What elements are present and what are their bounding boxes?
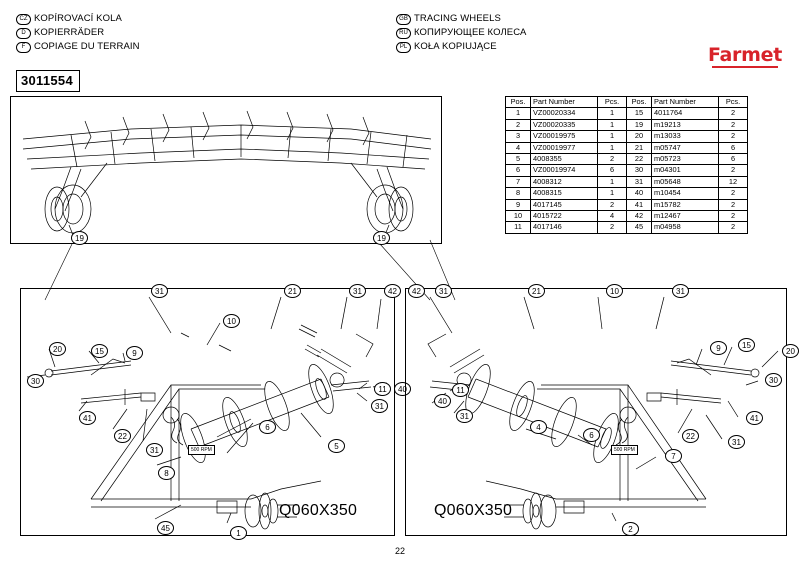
table-cell: 19 — [627, 119, 652, 130]
callout-10: 10 — [606, 284, 623, 298]
table-cell: 2 — [719, 199, 748, 210]
table-cell: 4008312 — [531, 176, 598, 187]
table-cell: 4017145 — [531, 199, 598, 210]
right-speed-label: 500 RPM — [611, 445, 638, 455]
col-partnumber-2: Part Number — [652, 97, 719, 108]
title-text-gb: TRACING WHEELS — [414, 13, 501, 24]
table-cell: m05723 — [652, 154, 719, 165]
table-cell: 1 — [598, 188, 627, 199]
table-cell: 1 — [598, 142, 627, 153]
table-cell: 2 — [598, 222, 627, 233]
callout-31: 31 — [146, 443, 163, 457]
col-partnumber-1: Part Number — [531, 97, 598, 108]
table-cell: 2 — [719, 211, 748, 222]
callout-22: 22 — [114, 429, 131, 443]
title-text-de: KOPIERRÄDER — [34, 27, 105, 38]
callout-41: 41 — [746, 411, 763, 425]
table-cell: 11 — [506, 222, 531, 233]
callout-5: 5 — [328, 439, 345, 453]
table-cell: 1 — [598, 119, 627, 130]
table-cell: 22 — [627, 154, 652, 165]
table-cell: 2 — [719, 131, 748, 142]
table-cell: 2 — [719, 119, 748, 130]
lang-code-cz: CZ — [16, 14, 31, 25]
lang-code-gb: GB — [396, 14, 411, 25]
callout-31: 31 — [151, 284, 168, 298]
table-cell: 5 — [506, 154, 531, 165]
table-cell: 31 — [627, 176, 652, 187]
table-cell: 4008355 — [531, 154, 598, 165]
table-cell: 4017146 — [531, 222, 598, 233]
table-cell: 3 — [506, 131, 531, 142]
table-cell: 42 — [627, 211, 652, 222]
table-cell: 1 — [598, 108, 627, 119]
callout-45: 45 — [157, 521, 174, 535]
callout-9: 9 — [710, 341, 727, 355]
table-cell: m04301 — [652, 165, 719, 176]
right-detail-frame — [405, 287, 795, 536]
table-cell: 1 — [598, 176, 627, 187]
lang-code-pl: PL — [396, 42, 411, 53]
table-cell: m05747 — [652, 142, 719, 153]
table-cell: m15782 — [652, 199, 719, 210]
table-cell: 15 — [627, 108, 652, 119]
callout-20: 20 — [782, 344, 799, 358]
callout-6: 6 — [583, 428, 600, 442]
table-cell: 4 — [506, 142, 531, 153]
table-cell: 20 — [627, 131, 652, 142]
callout-1: 1 — [230, 526, 247, 540]
callout-21: 21 — [528, 284, 545, 298]
table-cell: 6 — [719, 154, 748, 165]
lang-code-ru: RU — [396, 28, 411, 39]
table-cell: 8 — [506, 188, 531, 199]
callout-31: 31 — [349, 284, 366, 298]
table-cell: m04958 — [652, 222, 719, 233]
left-size-label: Q060X350 — [279, 502, 358, 519]
table-cell: 2 — [598, 199, 627, 210]
table-cell: 2 — [719, 222, 748, 233]
callout-8: 8 — [158, 466, 175, 480]
table-cell: VZ00019975 — [531, 131, 598, 142]
callout-31: 31 — [456, 409, 473, 423]
title-text-cz: KOPÍROVACÍ KOLA — [34, 13, 122, 24]
brand-logo-text: Farmet — [707, 44, 782, 66]
callout-30: 30 — [27, 374, 44, 388]
table-cell: 2 — [719, 188, 748, 199]
callout-41: 41 — [79, 411, 96, 425]
callout-42: 42 — [408, 284, 425, 298]
table-cell: 6 — [598, 165, 627, 176]
table-cell: 2 — [719, 165, 748, 176]
callout-19-left: 19 — [71, 231, 88, 245]
col-pcs-1: Pcs. — [598, 97, 627, 108]
lang-code-de: D — [16, 28, 31, 39]
table-cell: VZ00020334 — [531, 108, 598, 119]
table-cell: 41 — [627, 199, 652, 210]
table-cell: 4015722 — [531, 211, 598, 222]
table-cell: 7 — [506, 176, 531, 187]
title-text-pl: KOŁA KOPIUJĄCE — [414, 41, 497, 52]
callout-4: 4 — [530, 420, 547, 434]
callout-22: 22 — [682, 429, 699, 443]
table-cell: VZ00019977 — [531, 142, 598, 153]
callout-31: 31 — [672, 284, 689, 298]
table-cell: 10 — [506, 211, 531, 222]
table-cell: 21 — [627, 142, 652, 153]
callout-11: 11 — [374, 382, 391, 396]
callout-20: 20 — [49, 342, 66, 356]
table-cell: 4011764 — [652, 108, 719, 119]
title-text-ru: КОПИРУЮЩЕЕ КОЛЕСА — [414, 27, 527, 38]
table-cell: VZ00019974 — [531, 165, 598, 176]
table-cell: m05648 — [652, 176, 719, 187]
callout-31: 31 — [435, 284, 452, 298]
table-cell: m10454 — [652, 188, 719, 199]
callout-19-right: 19 — [373, 231, 390, 245]
left-detail-frame — [20, 287, 407, 538]
callout-31: 31 — [728, 435, 745, 449]
callout-42: 42 — [384, 284, 401, 298]
table-cell: 4 — [598, 211, 627, 222]
callout-15: 15 — [738, 338, 755, 352]
table-cell: 6 — [506, 165, 531, 176]
table-cell: 45 — [627, 222, 652, 233]
left-assembly-drawing — [21, 289, 396, 537]
table-cell: 9 — [506, 199, 531, 210]
table-cell: 2 — [719, 108, 748, 119]
lang-code-fr: F — [16, 42, 31, 53]
callout-21: 21 — [284, 284, 301, 298]
col-pcs-2: Pcs. — [719, 97, 748, 108]
document-part-number: 3011554 — [16, 70, 80, 92]
table-cell: 2 — [598, 154, 627, 165]
table-cell: 6 — [719, 142, 748, 153]
callout-7: 7 — [665, 449, 682, 463]
right-size-label: Q060X350 — [434, 502, 513, 519]
table-cell: m19213 — [652, 119, 719, 130]
table-cell: 30 — [627, 165, 652, 176]
callout-2: 2 — [622, 522, 639, 536]
callout-40: 40 — [434, 394, 451, 408]
callout-31: 31 — [371, 399, 388, 413]
table-cell: m12467 — [652, 211, 719, 222]
table-cell: VZ00020335 — [531, 119, 598, 130]
table-cell: 1 — [598, 131, 627, 142]
table-cell: m13033 — [652, 131, 719, 142]
page-number: 22 — [394, 546, 405, 556]
callout-15: 15 — [91, 344, 108, 358]
table-cell: 1 — [506, 108, 531, 119]
title-text-fr: COPIAGE DU TERRAIN — [34, 41, 140, 52]
callout-9: 9 — [126, 346, 143, 360]
col-pos-2: Pos. — [627, 97, 652, 108]
callout-30: 30 — [765, 373, 782, 387]
col-pos-1: Pos. — [506, 97, 531, 108]
table-cell: 12 — [719, 176, 748, 187]
table-cell: 4008315 — [531, 188, 598, 199]
table-cell: 40 — [627, 188, 652, 199]
left-speed-label: 500 RPM — [188, 445, 215, 455]
callout-10: 10 — [223, 314, 240, 328]
callout-6: 6 — [259, 420, 276, 434]
callout-40: 40 — [394, 382, 411, 396]
table-cell: 2 — [506, 119, 531, 130]
callout-11: 11 — [452, 383, 469, 397]
